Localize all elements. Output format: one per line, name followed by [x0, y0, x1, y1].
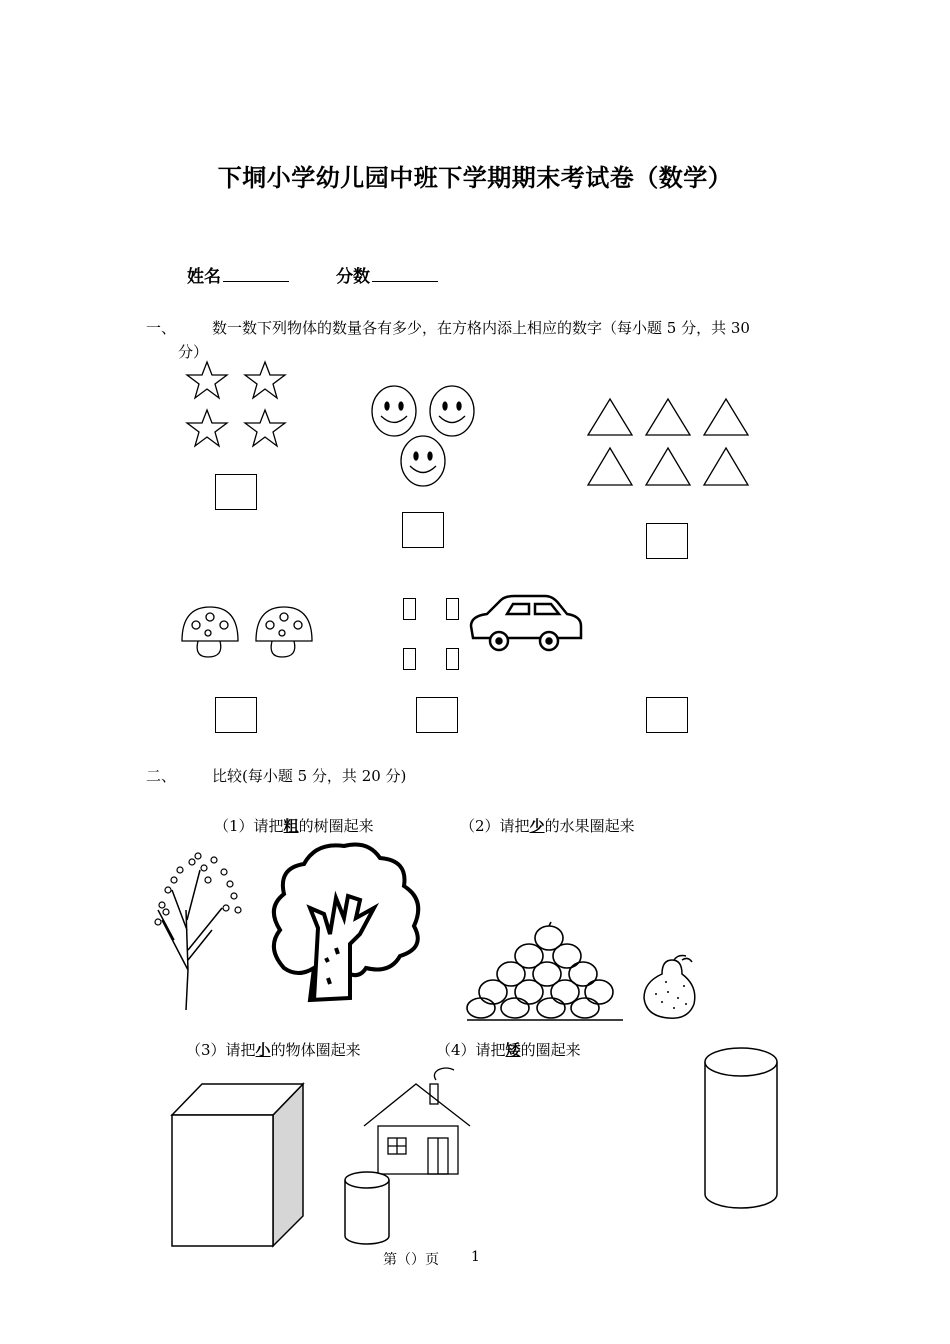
car-icon — [467, 594, 585, 656]
key-word-small: 小 — [255, 1041, 271, 1059]
triangle-icon — [704, 399, 748, 435]
answer-box-car[interactable] — [646, 697, 688, 733]
tall-cylinder-icon[interactable] — [702, 1046, 780, 1210]
score-blank[interactable] — [372, 265, 438, 282]
rectangle-shape — [403, 598, 416, 620]
big-box-icon[interactable] — [170, 1080, 305, 1248]
name-field[interactable] — [187, 262, 289, 287]
question-2: （2）请把少的水果圈起来 — [460, 817, 635, 835]
smiley-group — [370, 385, 480, 490]
smiley-icon — [430, 386, 474, 436]
triangles-group — [587, 397, 752, 489]
smiley-icon — [372, 386, 416, 436]
house-icon[interactable] — [362, 1066, 477, 1178]
key-word-short: 矮 — [505, 1041, 521, 1059]
triangle-icon — [704, 448, 748, 485]
smiley-icon — [401, 436, 445, 486]
stars-group — [183, 360, 293, 455]
pear-icon[interactable] — [638, 952, 708, 1022]
score-label: 分数 — [336, 267, 370, 287]
key-word-less: 少 — [529, 817, 545, 835]
key-word-thick: 粗 — [283, 817, 299, 835]
answer-box-rectangles[interactable] — [416, 697, 458, 733]
question-4: （4）请把矮的圈起来 — [436, 1041, 581, 1059]
page-number: 1 — [471, 1249, 480, 1265]
mushroom-icon — [256, 607, 312, 657]
answer-box-mushrooms[interactable] — [215, 697, 257, 733]
star-icon — [245, 410, 285, 446]
name-label: 姓名 — [187, 267, 221, 287]
page-footer-text: 第（）页 — [383, 1252, 439, 1268]
small-cylinder-icon[interactable] — [342, 1170, 392, 1246]
triangle-icon — [588, 448, 632, 485]
rectangle-shape — [446, 648, 459, 670]
section2-text: 比较(每小题 5 分，共 20 分) — [212, 767, 407, 785]
triangle-icon — [588, 399, 632, 435]
name-blank[interactable] — [223, 265, 289, 282]
star-icon — [187, 362, 227, 398]
question-3: （3）请把小的物体圈起来 — [186, 1041, 361, 1059]
mushroom-icon — [182, 607, 238, 657]
answer-box-triangles[interactable] — [646, 523, 688, 559]
question-1: （1）请把粗的树圈起来 — [214, 817, 374, 835]
star-icon — [245, 362, 285, 398]
section2-number: 二、 — [146, 767, 177, 785]
triangle-icon — [646, 448, 690, 485]
section1-text-line2: 分） — [178, 343, 209, 361]
rectangle-shape — [403, 648, 416, 670]
thick-tree-icon[interactable] — [264, 838, 429, 1010]
section1-text-line1: 数一数下列物体的数量各有多少，在方格内添上相应的数字（每小题 5 分，共 30 — [212, 319, 750, 337]
score-field[interactable] — [336, 262, 438, 287]
answer-box-stars[interactable] — [215, 474, 257, 510]
fruit-pile-icon[interactable] — [467, 920, 625, 1022]
page-title: 下垌小学幼儿园中班下学期期末考试卷（数学） — [217, 164, 733, 192]
section1-number: 一、 — [146, 319, 177, 337]
mushrooms-group — [178, 603, 323, 663]
star-icon — [187, 410, 227, 446]
triangle-icon — [646, 399, 690, 435]
thin-tree-icon[interactable] — [152, 850, 247, 1015]
rectangle-shape — [446, 598, 459, 620]
answer-box-smileys[interactable] — [402, 512, 444, 548]
